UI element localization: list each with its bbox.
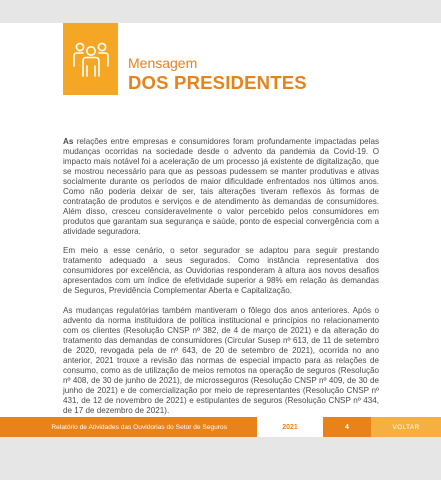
people-group-icon: [72, 39, 110, 79]
page-title: [128, 55, 307, 94]
paragraph-1-text: relações entre empresas e consumidores foram profundamente impactadas pelas mudanças ocorridas na sociedade desde o advento da pandemia da Covid-19. O impacto mais notável foi a aceleração de um processo já existente de digitalização, que se mostrou necessário para que as pessoas pudessem se manter produtivas e ativas socialmente durante os períodos de maior dificuldade enfrentados nos últimos anos. Como não poderia deixar de ser, tais alterações tiveram reflexos às formas de contratação de produtos e serviços e de atendimento às demandas de consumidores. Além disso, cresceu consideravelmente o valor percebido pelos consumidores em produtos que garantam sua segurança e saúde, ponto de especial convergência com a atividade seguradora.: [63, 137, 379, 236]
paragraph-1: [63, 137, 379, 237]
footer: [0, 417, 441, 437]
header-icon-block: [63, 23, 118, 95]
footer-report-title: Relatório de Atividades das Ouvidorias do Setor de Seguros: [0, 417, 257, 437]
title-bold: DOS PRESIDENTES: [128, 72, 307, 93]
footer-year: 2021: [257, 417, 323, 437]
paragraph-1-lead: As: [63, 137, 74, 146]
bottom-strip: [0, 437, 441, 480]
title-light: Mensagem: [128, 55, 198, 71]
top-bar: [0, 0, 441, 23]
paragraph-2: Em meio a esse cenário, o setor segurador se adaptou para seguir prestando tratamento adequado a seus segurados. Como instância representativa dos consumidores por excelência, as Ouvidorias responderam à altura aos novos desafios apresentados com um índice de efetividade superior a 98% em relação às demandas de Seguros, Previdência Complementar Aberta e Capitalização.: [63, 246, 379, 296]
footer-page-number: 4: [323, 417, 371, 437]
back-button[interactable]: VOLTAR: [371, 417, 441, 437]
paragraph-3: As mudanças regulatórias também mantiveram o fôlego dos anos anteriores. Após o advento da norma instituidora de política institucional e princípios no relacionamento com os clientes (Resolução CNSP nº 382, de 4 de março de 2021) e da alteração do tratamento das demandas de consumidores (Circular Susep nº 613, de 11 de setembro de 2020, revogada pela de nº 643, de 20 de setembro de 2021), ocorrida no ano anterior, 2021 trouxe a revisão das normas de especial impacto para as relações de consumo, como as de utilização de meios remotos na operação de seguros (Resolução nº 408, de 30 de junho de 2021), de microsseguros (Resolução CNSP nº 409, de 30 de junho de 2021) e de comercialização por meio de representantes (Resolução CNSP nº 431, de 12 de novembro de 2021) e estipulantes de seguros (Resolução CNSP nº 434, de 17 de dezembro de 2021).: [63, 306, 379, 415]
body-text: [63, 137, 379, 426]
